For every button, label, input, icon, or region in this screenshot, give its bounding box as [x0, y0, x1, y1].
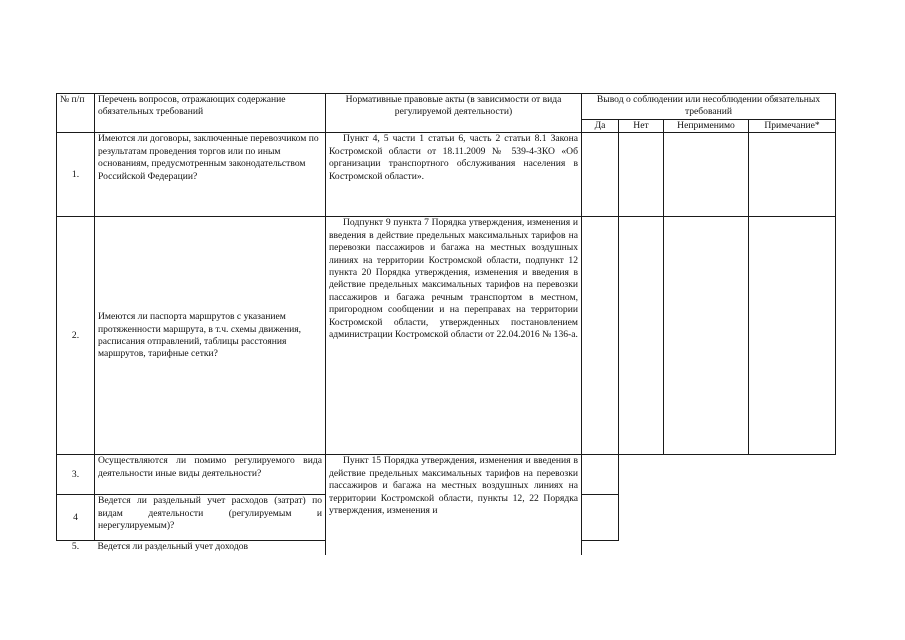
blank-cell — [749, 455, 836, 495]
blank-cell — [664, 455, 749, 495]
header-note: Примечание* — [749, 120, 836, 133]
blank-cell — [619, 495, 664, 541]
blank-cell — [664, 541, 749, 555]
blank-cell — [749, 541, 836, 555]
answer-no-cell[interactable] — [619, 133, 664, 217]
answer-na-cell[interactable] — [664, 133, 749, 217]
blank-cell — [664, 495, 749, 541]
answer-no-cell[interactable] — [619, 217, 664, 455]
blank-cell — [619, 541, 664, 555]
header-num: № п/п — [57, 94, 95, 133]
question-cell: Имеются ли договоры, заключенные перевозчиком по результатам проведения торгов или по иным основаниям, предусмотренным законодательством Российской Федерации? — [95, 133, 326, 217]
row-number: 5. — [71, 541, 80, 553]
row-number: 3. — [57, 455, 95, 495]
question-cell: Ведется ли раздельный учет доходов — [97, 541, 249, 553]
blank-cell — [582, 541, 619, 555]
answer-yes-cell[interactable] — [582, 455, 619, 495]
header-questions: Перечень вопросов, отражающих содержание обязательных требований — [95, 94, 326, 133]
answer-yes-cell[interactable] — [582, 133, 619, 217]
answer-na-cell[interactable] — [664, 217, 749, 455]
answer-yes-cell[interactable] — [582, 495, 619, 541]
answer-yes-cell[interactable] — [582, 217, 619, 455]
header-yes: Да — [582, 120, 619, 133]
header-no: Нет — [619, 120, 664, 133]
question-cell: Осуществляются ли помимо регулируемого вида деятельности иные виды деятельности? — [95, 455, 326, 495]
header-conclusion: Вывод о соблюдении или несоблюдении обязательных требований — [582, 94, 836, 120]
row-number: 4 — [57, 495, 95, 541]
header-na: Неприменимо — [664, 120, 749, 133]
note-cell[interactable] — [749, 133, 836, 217]
checklist-table — [56, 93, 836, 555]
question-cell: Имеются ли паспорта маршрутов с указанием протяженности маршрута, в т.ч. схемы движения, расписания отправлений, таблицы расстояния маршрутов, тарифные сетки? — [95, 217, 326, 455]
act-cell: Подпункт 9 пункта 7 Порядка утверждения, изменения и введения в действие предельных максимальных тарифов на перевозки пассажиров и багажа на местных воздушных линиях на территории Костромской области, подпункт 12 пункта 20 Порядка утверждения, изменения и введения в действие предельных максимальных тарифов на перевозки пассажиров и багажа речным транспортом в местном, пригородном сообщении и на переправах на территории Костромской области, утвержденных постановлением администрации Костромской области от 22.04.2016 № 136-а. — [326, 217, 582, 455]
header-acts: Нормативные правовые акты (в зависимости от вида регулируемой деятельности) — [326, 94, 582, 133]
table-row — [57, 455, 836, 495]
question-cell: Ведется ли раздельный учет расходов (затрат) по видам деятельности (регулируемым и нерегулируемым)? — [95, 495, 326, 541]
blank-cell — [749, 495, 836, 541]
row-number: 1. — [57, 133, 95, 217]
table-row — [57, 217, 836, 455]
row-number: 2. — [57, 217, 95, 455]
blank-cell — [619, 455, 664, 495]
note-cell[interactable] — [749, 217, 836, 455]
table-row — [57, 133, 836, 217]
act-cell: Пункт 15 Порядка утверждения, изменения и введения в действие предельных максимальных тарифов на перевозки пассажиров и багажа на местных воздушных линиях на территории Костромской области, пункты 12, 22 Порядка утверждения, изменения и — [326, 455, 582, 555]
act-cell: Пункт 4, 5 части 1 статьи 6, часть 2 статьи 8.1 Закона Костромской области от 18.11.2009 № 539-4-ЗКО «Об организации транспортного обслуживания населения в Костромской области». — [326, 133, 582, 217]
